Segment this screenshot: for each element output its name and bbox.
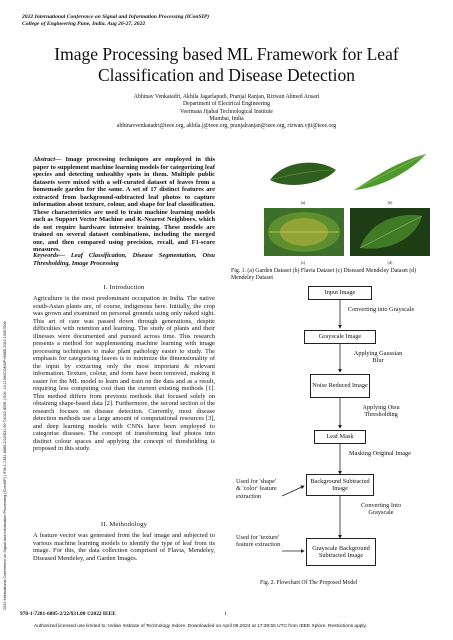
flow-step-convert-grayscale: Converting Into Grayscale (360, 502, 402, 517)
flow-box-leaf-mask: Leaf Mask (314, 430, 366, 444)
doi-sidebar (3, 130, 11, 610)
abstract-label: Abstract— (33, 156, 62, 163)
footer-isbn: 978-1-7281-6885-2/22/$31.00 ©2022 IEEE (20, 611, 116, 617)
abstract (33, 156, 215, 254)
section-heading-methodology: II. Methodology (100, 521, 148, 528)
author-names: Abhinav Venkatadri, Akhila Jagarlapudi, Pranjal Ranjan, Rizwan Ahmed Ansari (133, 94, 320, 100)
conference-name: 2022 International Conference on Signal and Information Processing (IConSIP) (22, 14, 210, 20)
author-block (60, 94, 393, 130)
flow-box-grayscale-background-subtracted: Grayscale Background Subtracted Image (306, 538, 376, 566)
fig1-label-a: (a) (300, 200, 306, 205)
introduction-text: Agriculture is the most predominant occupation in India. The native south-Asian plants are, of course, indigenous here. Initially, the crop was grown and examined on personal grounds using only naked sight. This art of care was passed down through generations, despite difficulties with retention and learning. The study of plants and their illnesses were documented and pursued across time. This research presents a method for supplementing machine learning with image processing techniques to make plant pathology easier to study. The emphasis for categorising leaves is to minimize the dimensionality of the input by extracting only the most important & relevant information. Texture, colour, and form have been removed, making it easier for the ML model to learn and train on the data and as a result, requiring less computing cost than the current existing methods [1]. This method differs from previous methods that focused solely on obtaining shape-based data [2]. Furthermore, the second section of the research focuses on disease detection. Currently, most disease detection methods use a large amount of computational resources [3], and deep learning models with CNNs have been employed to categorise diseases. The concept of transforming leaf photos into distinct colour spaces and applying the concept of thresholding is proposed in this study. (33, 295, 215, 452)
flow-box-background-subtracted: Background Subtracted Image (306, 474, 374, 496)
page-number: 1 (224, 611, 227, 617)
doi-sidebar-text: 2022 International Conference on Signal and Information Processing (IConSIP) | 978-1-7281-6885-2/22/$31.00 ©2022 IEEE | DOI: 10.1109/ICONSIP49665.2022.10007506 (3, 321, 7, 610)
abstract-text: Image processing techniques are employed in this paper to supplement machine learning models for categorizing leaf species and detecting unhealthy spots in them. Multiple public datasets were mixed with a self-curated dataset of leaves from a homemade garden for the same. A set of 17 distinct features are extracted from background-subtracted leaf photos to capture information about texture, colour, and shape for leaf classification. These characteristics are used to train machine learning models such as Support Vector Machine and K-Nearest Neighbors, which do not require hardware intensive training. These models are trained on several dataset combinations, including the merged one, and then compared using precision, recall, and F1-score measures. (33, 156, 215, 253)
figure-2-caption: Fig. 2. Flowchart Of The Proposed Model (260, 580, 358, 586)
fig1-label-c: (c) (300, 260, 306, 265)
leaf-image-diseased-mendeley (264, 208, 344, 256)
conference-header (22, 14, 209, 28)
flowchart (236, 286, 436, 586)
keywords (33, 252, 215, 267)
fig1-label-d: (d) (387, 260, 393, 265)
flow-box-input-image: Input Image (308, 286, 372, 300)
flow-label-texture: Used for 'texture' feature extraction (236, 534, 281, 549)
flow-box-noise-reduced: Noise Reduced Image (310, 374, 370, 398)
fig1-label-b: (b) (387, 200, 393, 205)
conference-venue: College of Engineering Pune, India. Aug 26-27, 2022 (22, 21, 146, 27)
paper-title: Image Processing based ML Framework for Leaf Classification and Disease Detection (54, 44, 399, 85)
keywords-label: Keywords— (33, 252, 65, 259)
leaf-image-garden (264, 150, 344, 196)
figure-1 (262, 150, 432, 270)
author-city: Mumbai, India (209, 115, 244, 122)
section-heading-introduction: I. Introduction (103, 284, 145, 291)
flow-step-masking: Masking Original Image (349, 450, 411, 457)
leaf-image-mendeley (350, 208, 430, 256)
author-emails: abhinavvenkatadri@ieee.org, akhila.j@ieee.org, pranjalranjan@ieee.org, rizwan.vjti@ieee.org (116, 123, 337, 130)
flow-step-gaussian-blur: Applying Gaussian Blur (353, 350, 403, 365)
flow-label-shape-color: Used for 'shape' & 'color' feature extraction (236, 478, 277, 500)
author-institute: Veermata Jijabai Technological Institute (179, 108, 273, 115)
methodology-text: A feature vector was generated from the leaf image and subjected to various machine learning models to identify the type of leaf from its image. For this, the data collection comprised of Flavia, Mendeley, Diseased Mendeley, and Garden Images. (33, 532, 215, 562)
figure-1-caption: Fig. 1. (a) Garden Dataset (b) Flavia Dataset (c) Diseased Mendeley Dataset (d) Mendeley Dataset (231, 268, 417, 281)
flow-step-otsu: Applying Otsu Thresholding (362, 404, 400, 419)
flow-step-grayscale: Converting into Grayscale (347, 306, 415, 313)
license-notice: Authorized licensed use limited to: Indian Institute of Technology Indore. Downloaded on April 06,2024 at 17:39:55 UTC from IEEE Xplore. Restrictions apply. (34, 624, 367, 629)
leaf-image-flavia (350, 150, 430, 196)
author-department: Department of Electrical Engineering (182, 101, 271, 108)
flow-box-grayscale-image: Grayscale Image (304, 330, 376, 344)
keywords-text: Leaf Classification, Disease Segmentation, Otsu Thresholding, Image Processing (33, 252, 215, 267)
